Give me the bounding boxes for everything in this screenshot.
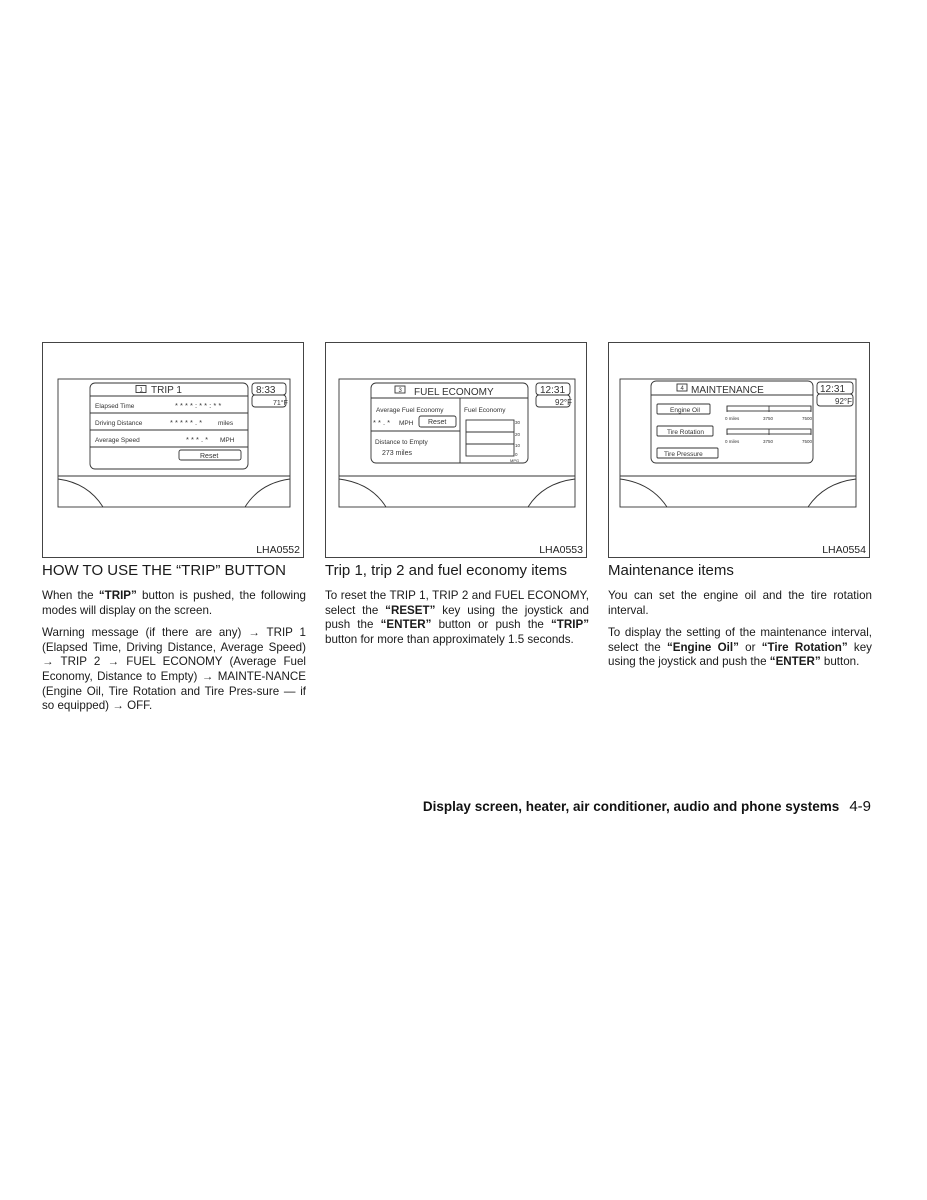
- maint-temp: 92°F: [835, 397, 852, 406]
- text-run: key using the joystick and push the: [608, 640, 872, 669]
- text-run: When the: [42, 589, 99, 602]
- text-run: button for more than approximately 1.5 seconds.: [325, 632, 574, 646]
- text-run: button is pushed, the following modes will display on the screen.: [42, 589, 306, 617]
- section-trip-items: [325, 561, 589, 655]
- fuel-title: FUEL ECONOMY: [414, 387, 494, 398]
- section-trip-button: [42, 561, 306, 722]
- text-run: To display the setting of the maintenance interval, select the: [608, 626, 872, 654]
- footer-title: Display screen, heater, air conditioner, audio and phone systems: [422, 799, 840, 814]
- text-run: or: [738, 640, 762, 654]
- trip1-reset-button: Reset: [200, 453, 219, 460]
- emphasis-engine-oil: “Engine Oil”: [666, 640, 739, 654]
- text-run: To reset the TRIP 1, TRIP 2 and FUEL ECONOMY, select the: [325, 589, 589, 617]
- maint-scale-tick: 0 miles: [725, 439, 740, 444]
- trip1-row-label: Driving Distance: [95, 420, 143, 427]
- maint-scale-tick: 7500: [802, 416, 813, 421]
- figure-maintenance: [608, 342, 870, 558]
- page-footer: [423, 798, 871, 815]
- trip1-row-unit: miles: [218, 420, 234, 427]
- fuel-right-label: Fuel Economy: [464, 407, 506, 414]
- trip1-row-value: * * * * * . *: [170, 418, 203, 427]
- maint-title: MAINTENANCE: [691, 385, 764, 396]
- paragraph: Warning message (if there are any) → TRIP 1 (Elapsed Time, Driving Distance, Average Speed) → TRIP 2 → FUEL ECONOMY (Average Fuel Economy, Distance to Empty) → MAINTE-NANCE (Engine Oil, Tire Rotation and Tire Pres-sure — if so equipped) → OFF.: [42, 626, 306, 713]
- maint-item-label: Engine Oil: [670, 407, 700, 414]
- maint-scale-tick: 0 miles: [725, 416, 740, 421]
- maint-clock: 12:31: [820, 384, 846, 395]
- paragraph: [325, 589, 589, 647]
- fuel-distance-value: 273 miles: [382, 450, 412, 457]
- fuel-clock: 12:31: [540, 385, 566, 396]
- trip1-clock: 8:33: [256, 385, 276, 396]
- figure-fuel-economy: [325, 342, 587, 558]
- emphasis-reset: “RESET”: [385, 603, 436, 617]
- fuel-scale-tick: 0: [515, 452, 518, 457]
- page-number: 4-9: [849, 798, 871, 815]
- trip1-row-value: * * * * : * * : * *: [175, 401, 222, 410]
- paragraph: [608, 626, 872, 670]
- emphasis-enter: “ENTER”: [380, 618, 432, 632]
- maint-tab-num: 4: [680, 386, 684, 392]
- maint-scale-tick: 3750: [763, 416, 774, 421]
- text-run: key using the joystick and push the: [325, 603, 589, 632]
- fuel-temp: 92°F: [555, 398, 572, 407]
- section-heading: Maintenance items: [608, 562, 734, 579]
- paragraph: [42, 589, 306, 618]
- section-heading: HOW TO USE THE “TRIP” BUTTON: [42, 562, 286, 579]
- fuel-scale-unit: MPG: [510, 458, 520, 463]
- emphasis-tire-rotation: “Tire Rotation”: [761, 640, 848, 654]
- fuel-avg-unit: MPH: [399, 420, 414, 427]
- maint-item-label: Tire Rotation: [667, 429, 704, 436]
- fuel-scale-tick: 10: [515, 443, 521, 448]
- section-maintenance: [608, 561, 872, 678]
- text-run: button or push the: [431, 618, 551, 632]
- fuel-economy-screen: [326, 343, 588, 559]
- maintenance-screen: [609, 343, 871, 559]
- emphasis-trip: “TRIP”: [98, 589, 137, 602]
- text-run: button.: [820, 655, 860, 669]
- figure-code: LHA0554: [822, 544, 866, 556]
- trip1-temp: 71°F: [273, 400, 288, 407]
- trip1-tab-num: 1: [139, 387, 143, 394]
- paragraph: You can set the engine oil and the tire rotation interval.: [608, 589, 872, 617]
- fuel-tab-num: 3: [398, 388, 402, 394]
- emphasis-enter: “ENTER”: [769, 655, 821, 669]
- maint-scale-tick: 7500: [802, 439, 813, 444]
- trip1-row-label: Average Speed: [95, 437, 140, 444]
- trip1-row-label: Elapsed Time: [95, 403, 135, 410]
- trip1-title: TRIP 1: [151, 385, 182, 396]
- trip1-row-unit: MPH: [220, 437, 235, 444]
- trip1-screen: [43, 343, 305, 559]
- fuel-distance-label: Distance to Empty: [375, 439, 428, 446]
- section-heading: Trip 1, trip 2 and fuel economy items: [325, 562, 568, 579]
- maint-scale-tick: 3750: [763, 439, 774, 444]
- fuel-avg-value: * * . *: [373, 418, 391, 427]
- fuel-left-label: Average Fuel Economy: [376, 407, 444, 414]
- figure-code: LHA0553: [539, 544, 583, 556]
- fuel-reset-button: Reset: [428, 419, 447, 426]
- trip1-row-value: * * * . *: [186, 435, 209, 444]
- figure-trip1: [42, 342, 304, 558]
- fuel-scale-tick: 30: [515, 420, 521, 425]
- fuel-scale-tick: 20: [515, 432, 521, 437]
- maint-item-label: Tire Pressure: [664, 451, 703, 458]
- emphasis-trip: “TRIP”: [551, 618, 590, 632]
- figure-code: LHA0552: [256, 544, 300, 556]
